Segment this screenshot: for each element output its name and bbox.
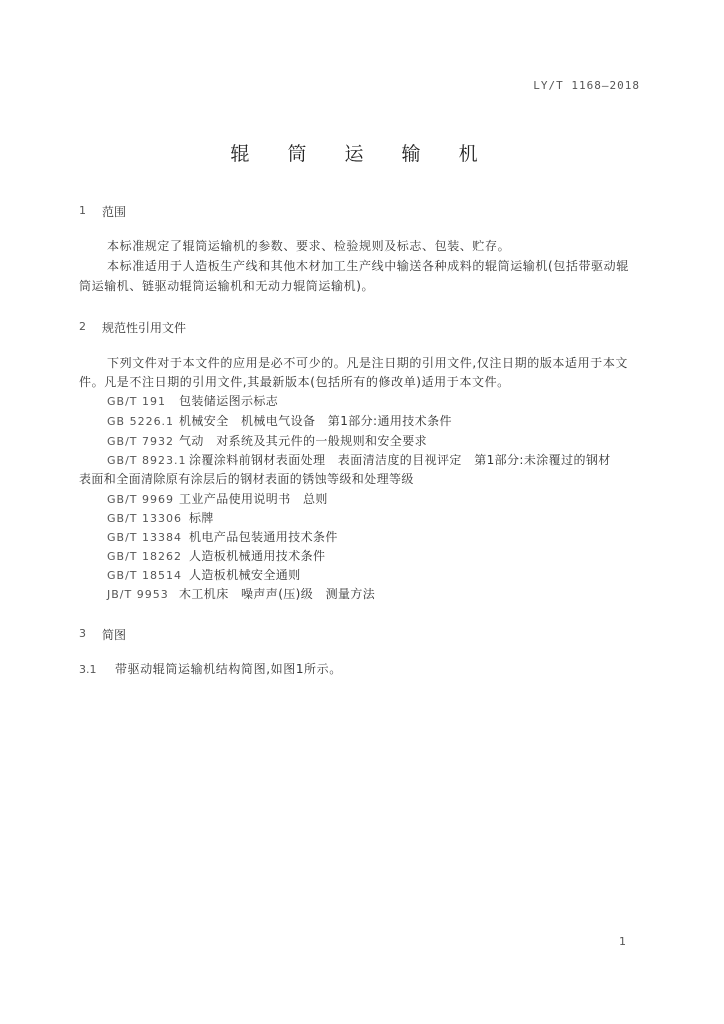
reference-title: 机电产品包装通用技术条件 [189, 530, 338, 544]
section-1-title: 范围 [102, 205, 127, 219]
reference-title: 包装储运图示标志 [179, 394, 279, 408]
reference-title: 涂覆涂料前钢材表面处理 表面清洁度的目视评定 第1部分:未涂覆过的钢材 [189, 453, 611, 467]
reference-title: 木工机床 噪声声(压)级 测量方法 [179, 587, 376, 601]
reference-code: GB/T 9969 [107, 493, 174, 506]
page-number: 1 [619, 935, 626, 948]
reference-code: JB/T 9953 [107, 588, 169, 601]
reference-code: GB/T 7932 [107, 435, 174, 448]
section-1-paragraph-2-cont: 筒运输机、链驱动辊筒运输机和无动力辊筒运输机)。 [79, 279, 375, 293]
reference-item [107, 509, 214, 526]
reference-item [107, 547, 325, 564]
reference-item [107, 432, 427, 449]
reference-title: 表面和全面清除原有涂层后的钢材表面的锈蚀等级和处理等级 [79, 472, 414, 486]
section-3-title: 简图 [102, 628, 127, 642]
reference-code: GB/T 191 [107, 395, 166, 408]
reference-item-cont [79, 470, 414, 487]
reference-code: GB 5226.1 [107, 415, 175, 428]
section-1-paragraph-2: 本标准适用于人造板生产线和其他木材加工生产线中输送各种成料的辊筒运输机(包括带驱动辊 [107, 259, 629, 273]
document-title: 辊 筒 运 输 机 [230, 143, 494, 165]
section-2-intro-1: 下列文件对于本文件的应用是必不可少的。凡是注日期的引用文件,仅注日期的版本适用于本文 [107, 356, 629, 370]
reference-code: GB/T 13306 [107, 512, 182, 525]
section-2-intro-2: 件。凡是不注日期的引用文件,其最新版本(包括所有的修改单)适用于本文件。 [79, 375, 510, 389]
section-2-title: 规范性引用文件 [102, 321, 187, 335]
reference-title: 人造板机械安全通则 [189, 568, 301, 582]
reference-title: 工业产品使用说明书 总则 [179, 492, 328, 506]
section-2-number: 2 [79, 320, 86, 333]
reference-item [107, 585, 375, 602]
section-1-number: 1 [79, 204, 86, 217]
reference-item [107, 451, 611, 468]
reference-title: 标牌 [189, 511, 214, 525]
reference-title: 机械安全 机械电气设备 第1部分:通用技术条件 [179, 414, 452, 428]
reference-title: 气动 对系统及其元件的一般规则和安全要求 [179, 434, 428, 448]
subsection-3-1-number: 3.1 [79, 663, 97, 676]
reference-item [107, 528, 338, 545]
subsection-3-1-text: 带驱动辊筒运输机结构简图,如图1所示。 [115, 662, 342, 676]
reference-title: 人造板机械通用技术条件 [189, 549, 326, 563]
reference-item [107, 392, 278, 409]
reference-code: GB/T 8923.1 [107, 454, 187, 467]
reference-code: GB/T 13384 [107, 531, 182, 544]
reference-item [107, 412, 452, 429]
section-1-paragraph-1: 本标准规定了辊筒运输机的参数、要求、检验规则及标志、包装、贮存。 [107, 239, 511, 253]
reference-code: GB/T 18514 [107, 569, 182, 582]
reference-item [107, 490, 328, 507]
standard-number: LY/T 1168—2018 [533, 79, 640, 92]
reference-item [107, 566, 301, 583]
reference-code: GB/T 18262 [107, 550, 182, 563]
section-3-number: 3 [79, 627, 86, 640]
